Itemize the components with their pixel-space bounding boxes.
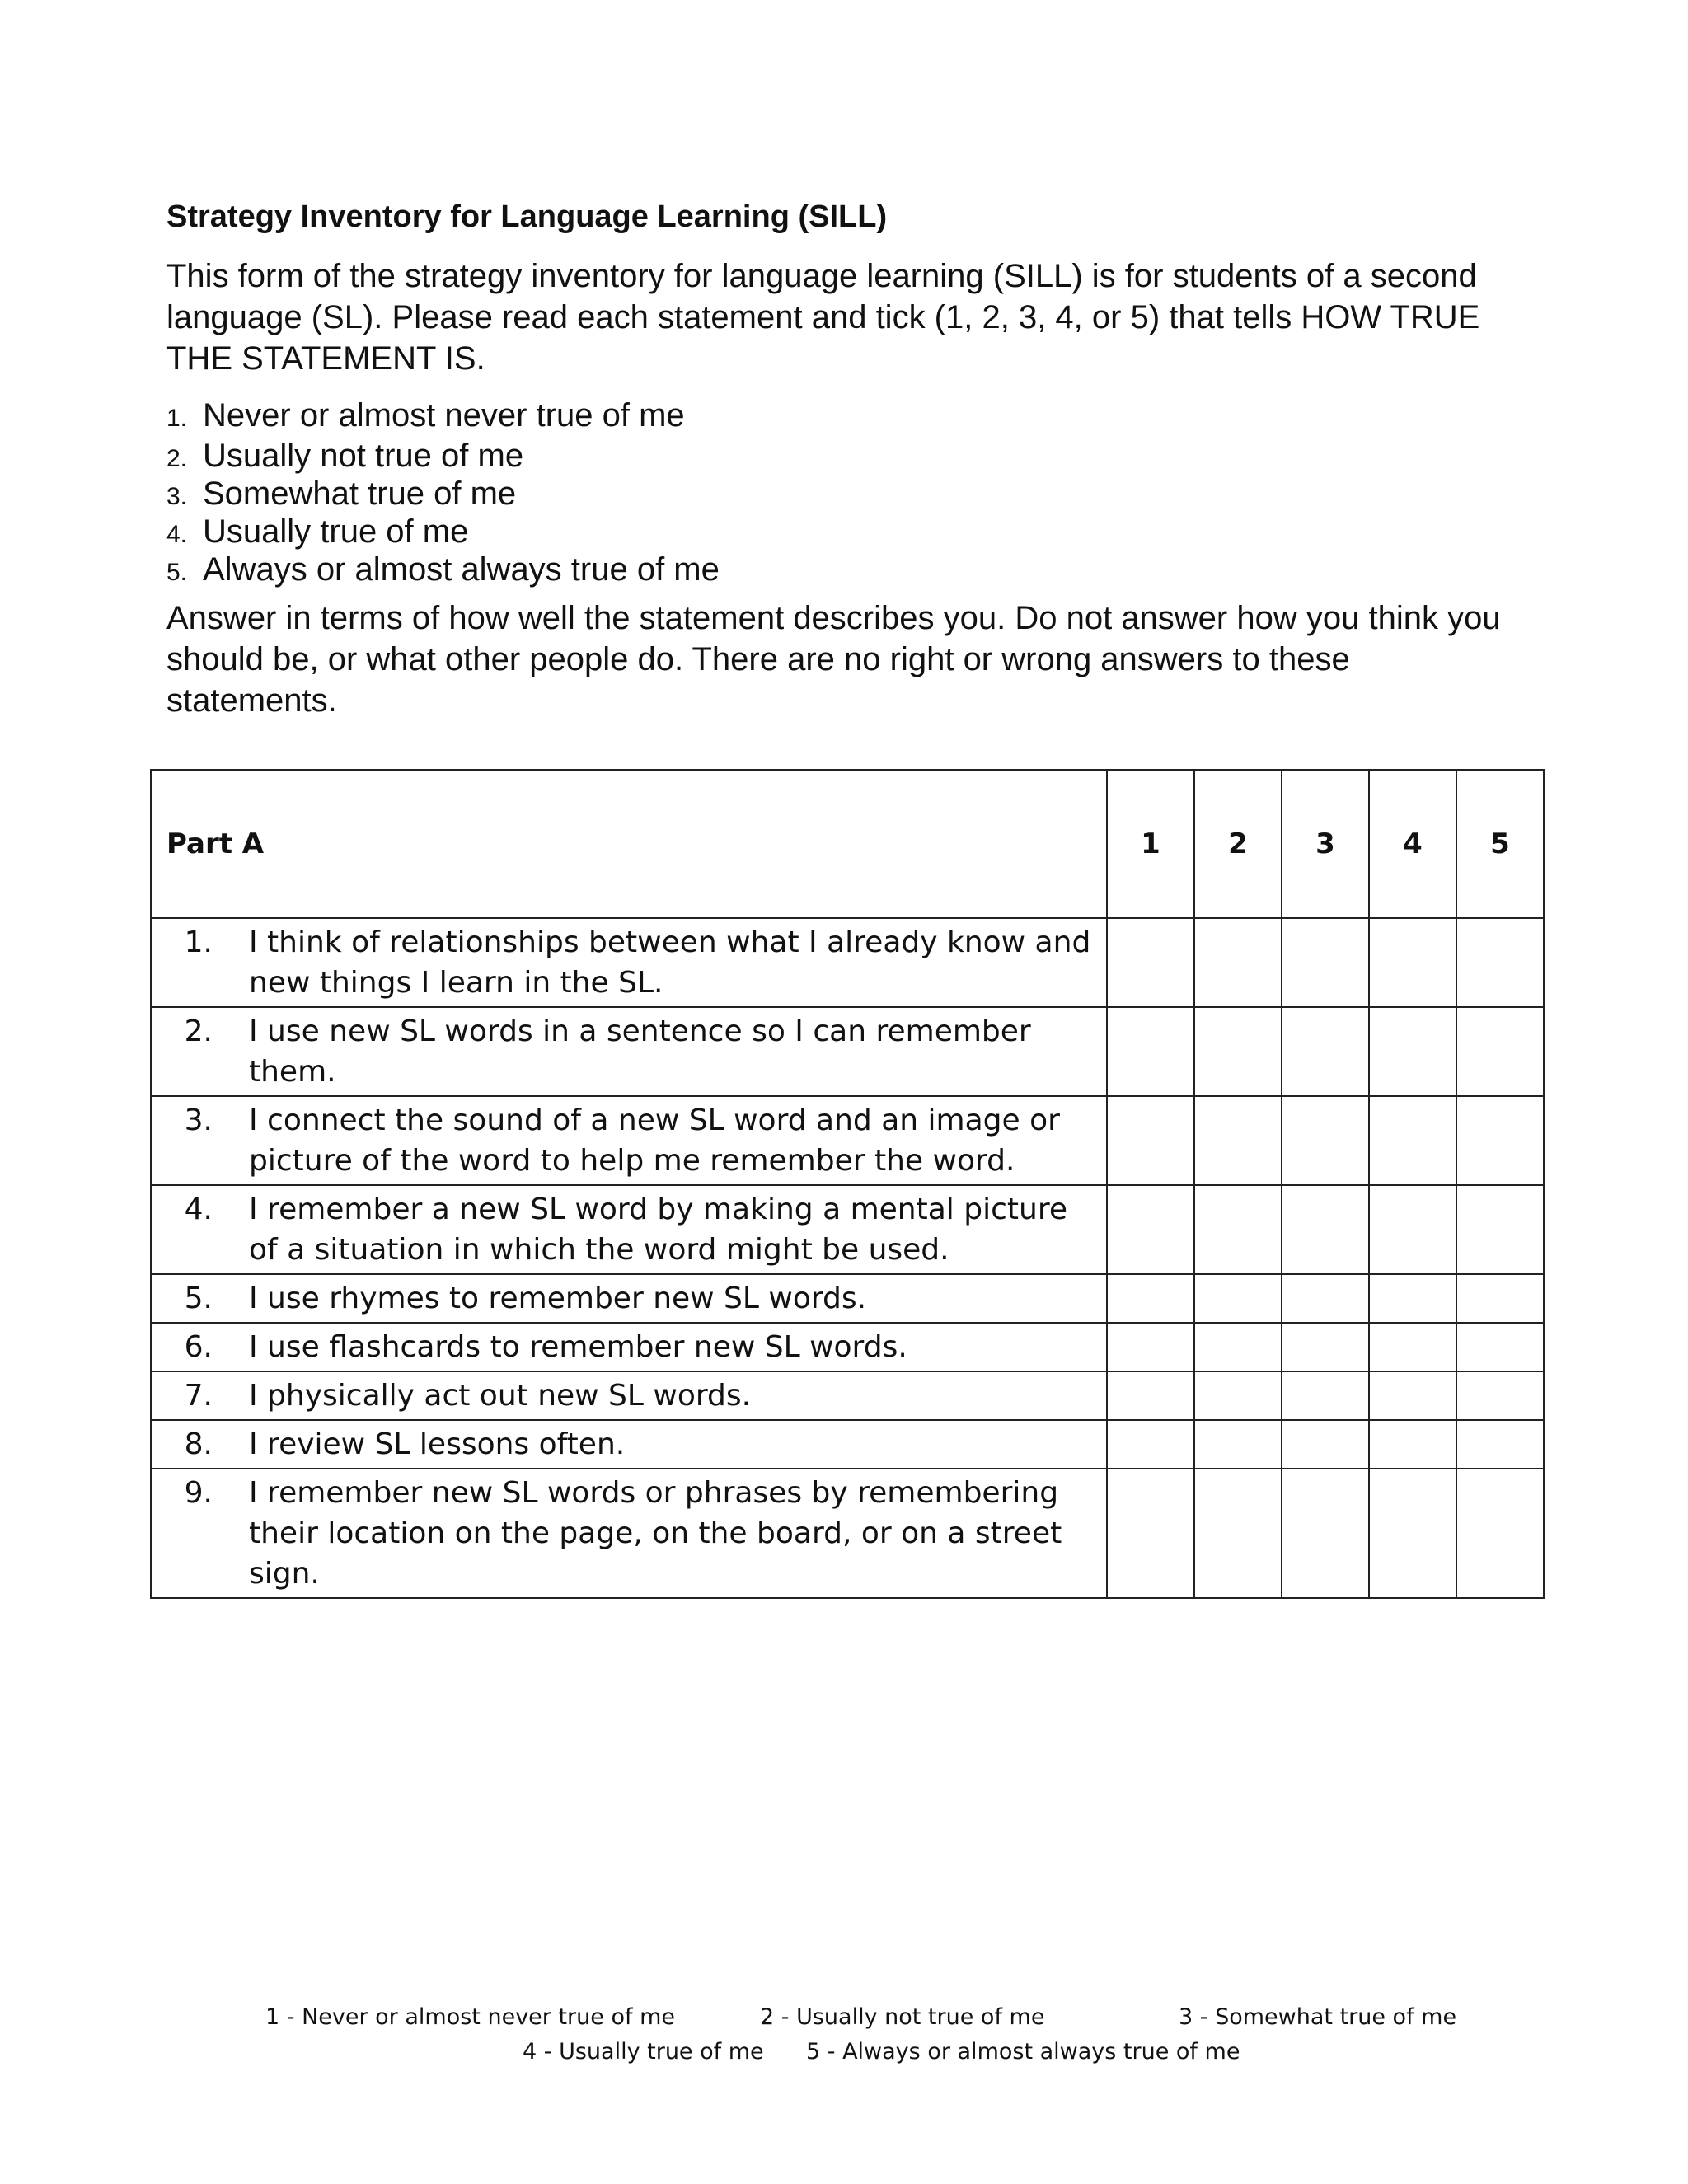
tick-cell-3[interactable] [1282, 1007, 1369, 1096]
statement-text: I connect the sound of a new SL word and an image or picture of the word to help me remember the word. [249, 1104, 1060, 1178]
tick-cell-4[interactable] [1369, 1274, 1456, 1323]
statement-cell [151, 1469, 1107, 1598]
statement-cell [151, 1185, 1107, 1274]
tick-cell-3[interactable] [1282, 1420, 1369, 1469]
table-row [151, 1371, 1544, 1420]
tick-cell-3[interactable] [1282, 1274, 1369, 1323]
scale-item: 5. Always or almost always true of me [166, 551, 720, 588]
part-label: Part A [151, 770, 1107, 918]
statement-number: 5. [184, 1282, 213, 1315]
tick-cell-4[interactable] [1369, 1371, 1456, 1420]
tick-cell-1[interactable] [1107, 1323, 1194, 1371]
statement-number: 2. [184, 1015, 213, 1048]
tick-cell-2[interactable] [1194, 1323, 1282, 1371]
tick-cell-4[interactable] [1369, 1096, 1456, 1185]
statement-cell [151, 1274, 1107, 1323]
tick-cell-4[interactable] [1369, 1469, 1456, 1598]
tick-cell-3[interactable] [1282, 1185, 1369, 1274]
column-header: 1 [1107, 770, 1194, 918]
scale-item: 2. Usually not true of me [166, 438, 524, 474]
tick-cell-2[interactable] [1194, 1371, 1282, 1420]
column-header: 2 [1194, 770, 1282, 918]
column-header: 3 [1282, 770, 1369, 918]
statement-number: 1. [184, 926, 213, 959]
tick-cell-5[interactable] [1456, 1185, 1544, 1274]
statement-number: 4. [184, 1193, 213, 1226]
scale-list [166, 394, 720, 588]
table-row [151, 1469, 1544, 1598]
tick-cell-4[interactable] [1369, 1323, 1456, 1371]
tick-cell-5[interactable] [1456, 1007, 1544, 1096]
tick-cell-5[interactable] [1456, 1371, 1544, 1420]
table-header-row [151, 770, 1544, 918]
tick-cell-1[interactable] [1107, 1096, 1194, 1185]
tick-cell-4[interactable] [1369, 1007, 1456, 1096]
table-row [151, 1007, 1544, 1096]
scale-item: 1. Never or almost never true of me [166, 397, 685, 434]
tick-cell-2[interactable] [1194, 1420, 1282, 1469]
footer-legend-item: 4 - Usually true of me [523, 2039, 764, 2064]
tick-cell-5[interactable] [1456, 1420, 1544, 1469]
statement-number: 7. [184, 1379, 213, 1413]
tick-cell-1[interactable] [1107, 1274, 1194, 1323]
tick-cell-5[interactable] [1456, 1096, 1544, 1185]
column-header: 4 [1369, 770, 1456, 918]
tick-cell-3[interactable] [1282, 918, 1369, 1007]
table-row [151, 1096, 1544, 1185]
tick-cell-3[interactable] [1282, 1371, 1369, 1420]
tick-cell-5[interactable] [1456, 1469, 1544, 1598]
tick-cell-1[interactable] [1107, 1371, 1194, 1420]
statement-cell [151, 1096, 1107, 1185]
tick-cell-1[interactable] [1107, 1007, 1194, 1096]
survey-table [150, 769, 1545, 1599]
table-row [151, 1323, 1544, 1371]
statement-text: I use new SL words in a sentence so I can remember them. [249, 1015, 1031, 1089]
table-row [151, 1420, 1544, 1469]
statement-cell [151, 1323, 1107, 1371]
footer-legend-item: 1 - Never or almost never true of me [265, 2004, 675, 2030]
tick-cell-1[interactable] [1107, 1185, 1194, 1274]
statement-text: I review SL lessons often. [249, 1427, 626, 1461]
tick-cell-5[interactable] [1456, 1323, 1544, 1371]
statement-text: I remember a new SL word by making a mental picture of a situation in which the word might be used. [249, 1193, 1067, 1267]
tick-cell-2[interactable] [1194, 1274, 1282, 1323]
tick-cell-3[interactable] [1282, 1323, 1369, 1371]
tick-cell-5[interactable] [1456, 918, 1544, 1007]
scale-item: 3. Somewhat true of me [166, 476, 517, 512]
tick-cell-4[interactable] [1369, 918, 1456, 1007]
statement-text: I physically act out new SL words. [249, 1379, 752, 1413]
statement-number: 9. [184, 1476, 213, 1510]
table-row [151, 1185, 1544, 1274]
footer-legend-item: 3 - Somewhat true of me [1179, 2004, 1457, 2030]
table-row [151, 1274, 1544, 1323]
statement-number: 6. [184, 1330, 213, 1364]
footer-legend-line-2 [0, 2039, 1688, 2072]
tick-cell-2[interactable] [1194, 918, 1282, 1007]
column-header: 5 [1456, 770, 1544, 918]
tick-cell-2[interactable] [1194, 1469, 1282, 1598]
tick-cell-1[interactable] [1107, 1420, 1194, 1469]
tick-cell-5[interactable] [1456, 1274, 1544, 1323]
statement-text: I remember new SL words or phrases by remembering their location on the page, on the board, or on a street sign. [249, 1476, 1062, 1591]
table-row [151, 918, 1544, 1007]
statement-text: I use flashcards to remember new SL words. [249, 1330, 907, 1364]
tick-cell-4[interactable] [1369, 1420, 1456, 1469]
statement-text: I think of relationships between what I already know and new things I learn in the SL. [249, 926, 1091, 1000]
scale-item: 4. Usually true of me [166, 513, 469, 550]
statement-number: 3. [184, 1104, 213, 1137]
statement-cell [151, 1007, 1107, 1096]
tick-cell-2[interactable] [1194, 1007, 1282, 1096]
tick-cell-1[interactable] [1107, 918, 1194, 1007]
footer-legend-line-1 [0, 2004, 1688, 2037]
document-title: Strategy Inventory for Language Learning (SILL) [166, 199, 888, 234]
footer-legend-item: 5 - Always or almost always true of me [806, 2039, 1240, 2064]
tick-cell-2[interactable] [1194, 1096, 1282, 1185]
tick-cell-1[interactable] [1107, 1469, 1194, 1598]
instructions-paragraph: Answer in terms of how well the statement describes you. Do not answer how you think you should be, or what other people do. There are no right or wrong answers to these statements. [166, 600, 1501, 719]
tick-cell-2[interactable] [1194, 1185, 1282, 1274]
tick-cell-4[interactable] [1369, 1185, 1456, 1274]
footer-legend-item: 2 - Usually not true of me [760, 2004, 1045, 2030]
statement-number: 8. [184, 1427, 213, 1461]
tick-cell-3[interactable] [1282, 1096, 1369, 1185]
intro-paragraph: This form of the strategy inventory for language learning (SILL) is for students of a second language (SL). Please read each statement and tick (1, 2, 3, 4, or 5) that tells HOW TRUE THE STATEMENT IS. [166, 258, 1480, 377]
statement-text: I use rhymes to remember new SL words. [249, 1282, 867, 1315]
tick-cell-3[interactable] [1282, 1469, 1369, 1598]
statement-cell [151, 1420, 1107, 1469]
statement-cell [151, 918, 1107, 1007]
statement-cell [151, 1371, 1107, 1420]
